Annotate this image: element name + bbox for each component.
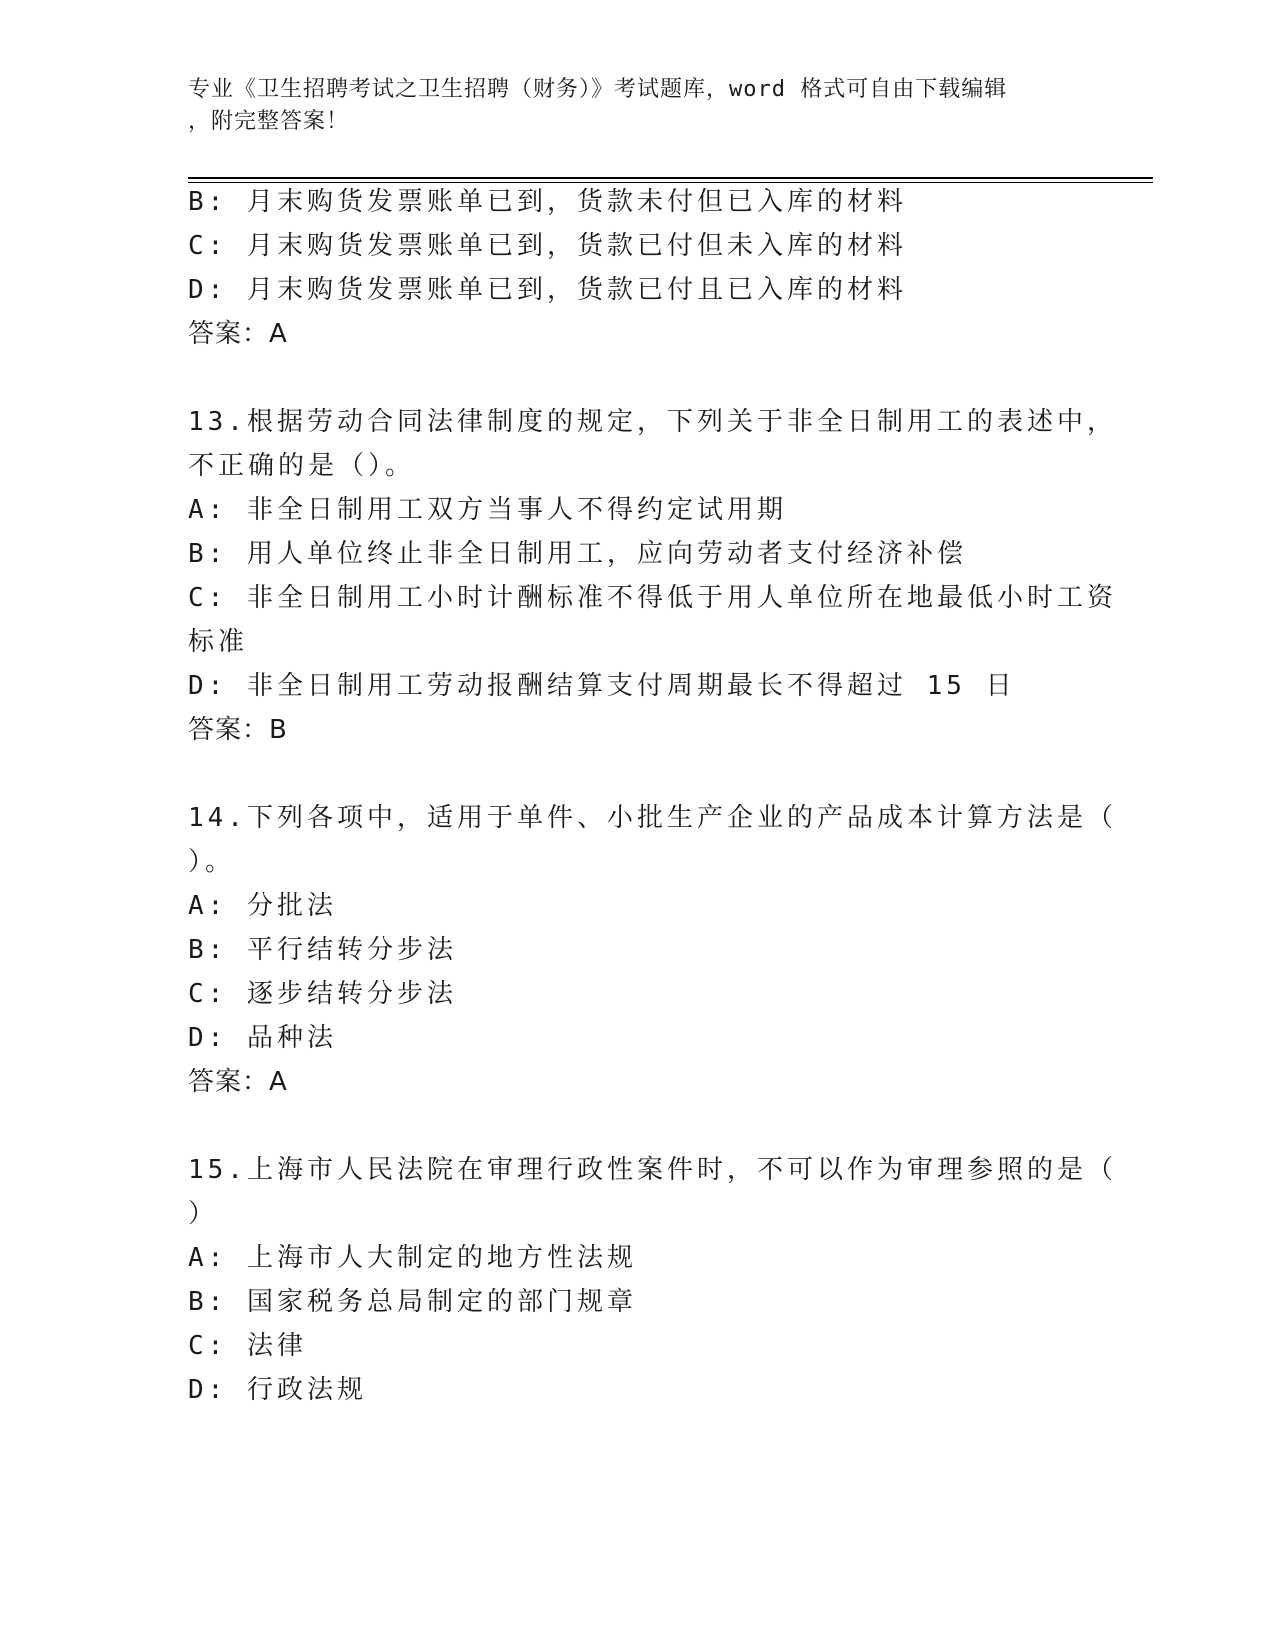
q15-option-b: B: 国家税务总局制定的部门规章 [188,1287,637,1317]
q13-option-c-line2: 标准 [188,627,249,657]
q12-option-b: B: 月末购货发票账单已到，货款未付但已入库的材料 [188,187,907,217]
q14-stem-line2: ）。 [188,847,236,877]
q14-option-d: D: 品种法 [188,1023,337,1053]
q13-answer: 答案：B [188,715,288,745]
q13-option-a: A: 非全日制用工双方当事人不得约定试用期 [188,495,787,525]
q15-stem-line2: ） [188,1199,219,1229]
q15-option-c: C: 法律 [188,1331,307,1361]
q15-stem-line1: 15.上海市人民法院在审理行政性案件时，不可以作为审理参照的是（ [188,1155,1117,1185]
q13-stem-line2: 不正确的是（）。 [188,451,416,481]
document-header: 专业《卫生招聘考试之卫生招聘（财务）》考试题库，word 格式可自由下载编辑 ，附完整答案！ [188,77,1008,134]
q14-option-a: A: 分批法 [188,891,337,921]
q12-option-d: D: 月末购货发票账单已到，货款已付且已入库的材料 [188,275,907,305]
header-rule-thin [188,182,1153,183]
q14-option-b: B: 平行结转分步法 [188,935,457,965]
q15-option-a: A: 上海市人大制定的地方性法规 [188,1243,637,1273]
q15-option-d: D: 行政法规 [188,1375,367,1405]
q12-option-c: C: 月末购货发票账单已到，货款已付但未入库的材料 [188,231,907,261]
q14-option-c: C: 逐步结转分步法 [188,979,457,1009]
q13-option-d: D: 非全日制用工劳动报酬结算支付周期最长不得超过 15 日 [188,671,1016,701]
q13-option-c-line1: C: 非全日制用工小时计酬标准不得低于用人单位所在地最低小时工资 [188,583,1117,613]
q14-stem-line1: 14.下列各项中，适用于单件、小批生产企业的产品成本计算方法是（ [188,803,1117,833]
q12-answer: 答案：A [188,319,288,349]
q13-option-b: B: 用人单位终止非全日制用工，应向劳动者支付经济补偿 [188,539,967,569]
header-rule-thick [188,177,1153,179]
q13-stem-line1: 13.根据劳动合同法律制度的规定，下列关于非全日制用工的表述中， [188,407,1117,437]
q14-answer: 答案：A [188,1067,288,1097]
